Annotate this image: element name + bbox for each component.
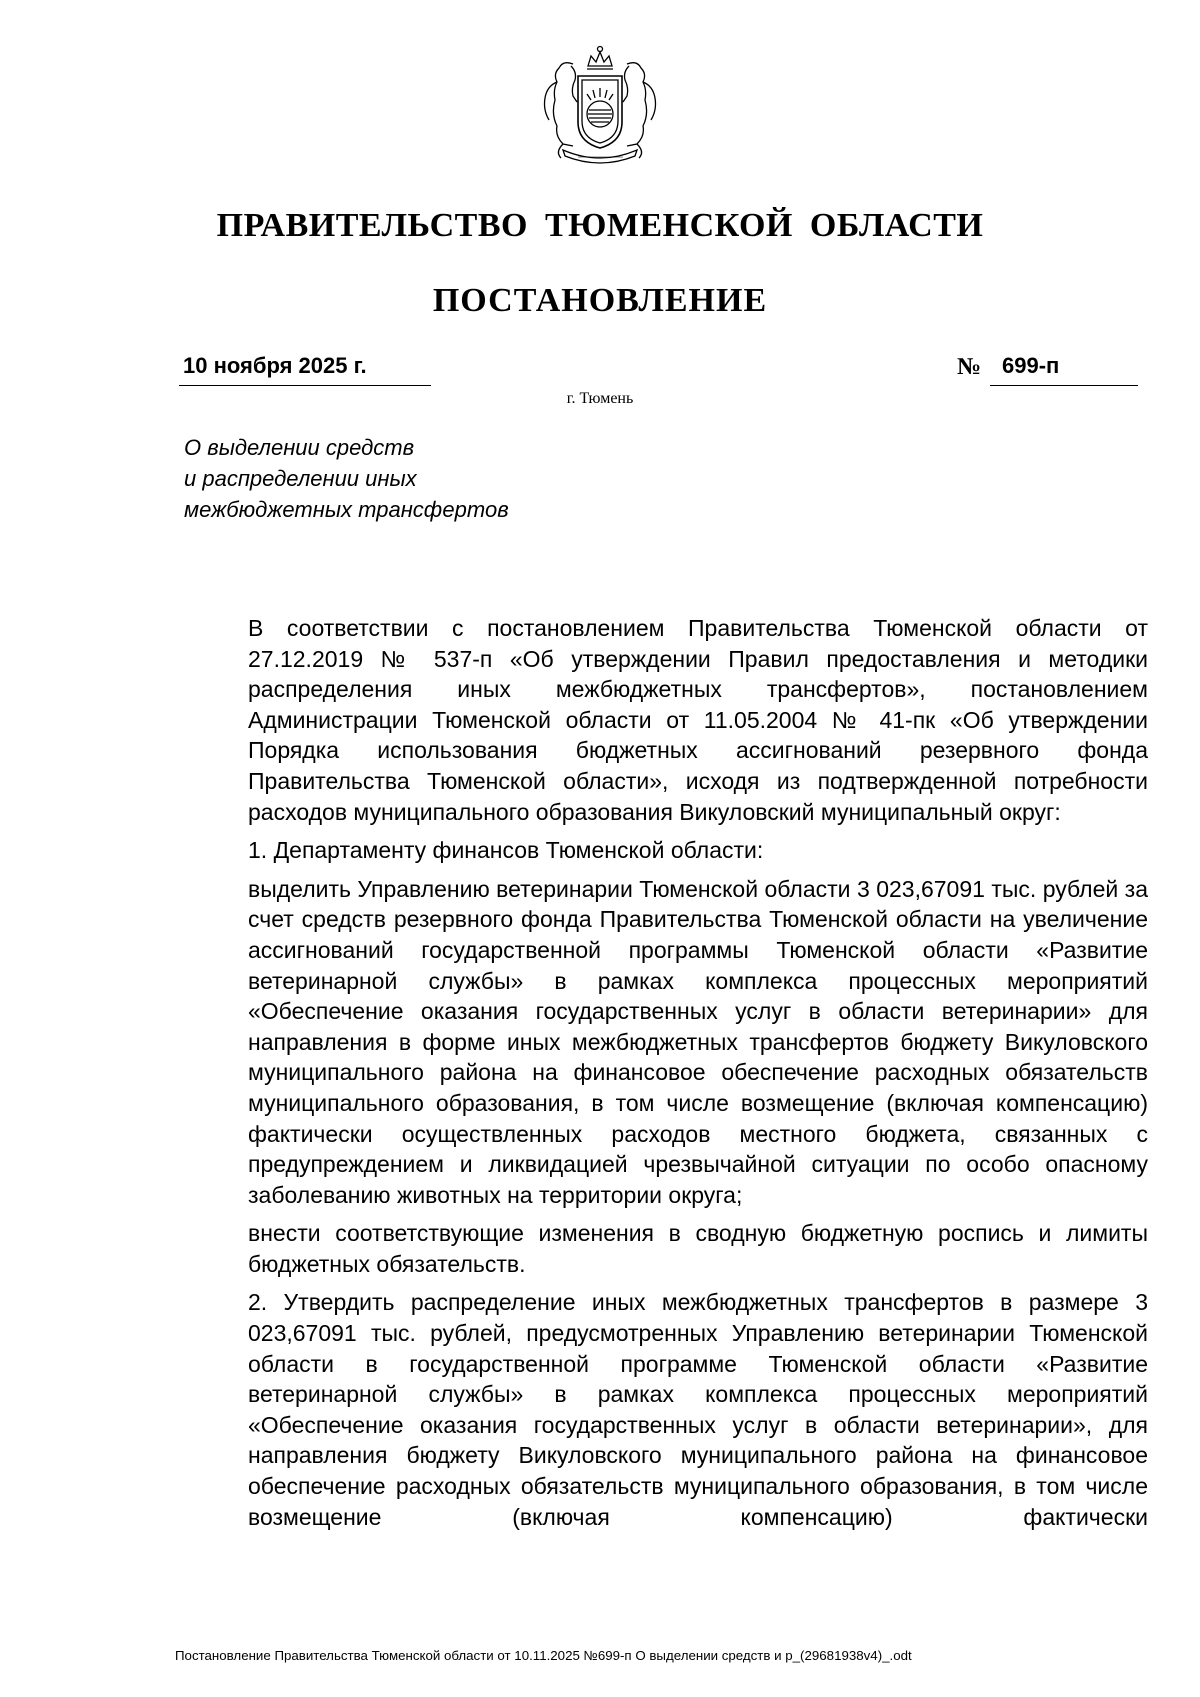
city-label: г. Тюмень <box>566 390 634 407</box>
number-field <box>990 353 1138 386</box>
body-paragraph: 2. Утвердить распределение иных межбюджетных трансфертов в размере 3 023,67091 тыс. рублей, предусмотренных Управлению ветеринарии Тюменской области в государственной программе Тюменской области «Развитие ветеринарной службы» в рамках комплекса процессных мероприятий «Обеспечение оказания государственных услуг в области ветеринарии», для направления бюджету Викуловского муниципального района на финансовое обеспечение расходных обязательств муниципального образования, в том числе возмещение (включая компенсацию) фактически <box>248 1289 1148 1530</box>
body-paragraph: выделить Управлению ветеринарии Тюменской области 3 023,67091 тыс. рублей за счет средств резервного фонда Правительства Тюменской области на увеличение ассигнований государственной программы Тюменской области «Развитие ветеринарной службы» в рамках комплекса процессных мероприятий «Обеспечение оказания государственных услуг в области ветеринарии» для направления в форме иных межбюджетных трансфертов бюджету Викуловского муниципального района на финансовое обеспечение расходных обязательств муниципального образования, в том числе возмещение (включая компенсацию) фактически осуществленных расходов местного бюджета, связанных с предупреждением и ликвидацией чрезвычайной ситуации по особо опасному заболеванию животных на территории округа; <box>248 875 1148 1208</box>
document-body <box>175 613 1148 1532</box>
subject-line: и распределении иных <box>184 466 417 491</box>
document-date: 10 ноября 2025 г. <box>183 353 367 378</box>
number-sign: № <box>957 354 982 380</box>
body-paragraph: внести соответствующие изменения в сводную бюджетную роспись и лимиты бюджетных обязательств. <box>248 1220 1148 1277</box>
subject-line: О выделении средств <box>184 435 415 460</box>
document-number: 699-п <box>1002 353 1060 378</box>
subject-line: межбюджетных трансфертов <box>184 497 509 522</box>
body-paragraph: В соответствии с постановлением Правительства Тюменской области от 27.12.2019 № 537-п «Об утверждении Правил предоставления и методики распределения иных межбюджетных трансфертов», постановлением Администрации Тюменской области от 11.05.2004 № 41-пк «Об утверждении Порядка использования бюджетных ассигнований резервного фонда Правительства Тюменской области», исходя из подтвержденной потребности расходов муниципального образования Викуловский муниципальный округ: <box>248 615 1148 825</box>
document-type-title: ПОСТАНОВЛЕНИЕ <box>432 282 768 319</box>
body-paragraph: 1. Департаменту финансов Тюменской области: <box>248 837 764 864</box>
footer-file-info: Постановление Правительства Тюменской области от 10.11.2025 №699-п О выделении средств и р_(29681938v4)_.odt <box>175 1648 912 1663</box>
date-field <box>179 353 431 386</box>
coat-of-arms-emblem <box>533 44 667 170</box>
document-subject <box>184 432 509 525</box>
government-title: ПРАВИТЕЛЬСТВО ТЮМЕНСКОЙ ОБЛАСТИ <box>216 207 984 244</box>
